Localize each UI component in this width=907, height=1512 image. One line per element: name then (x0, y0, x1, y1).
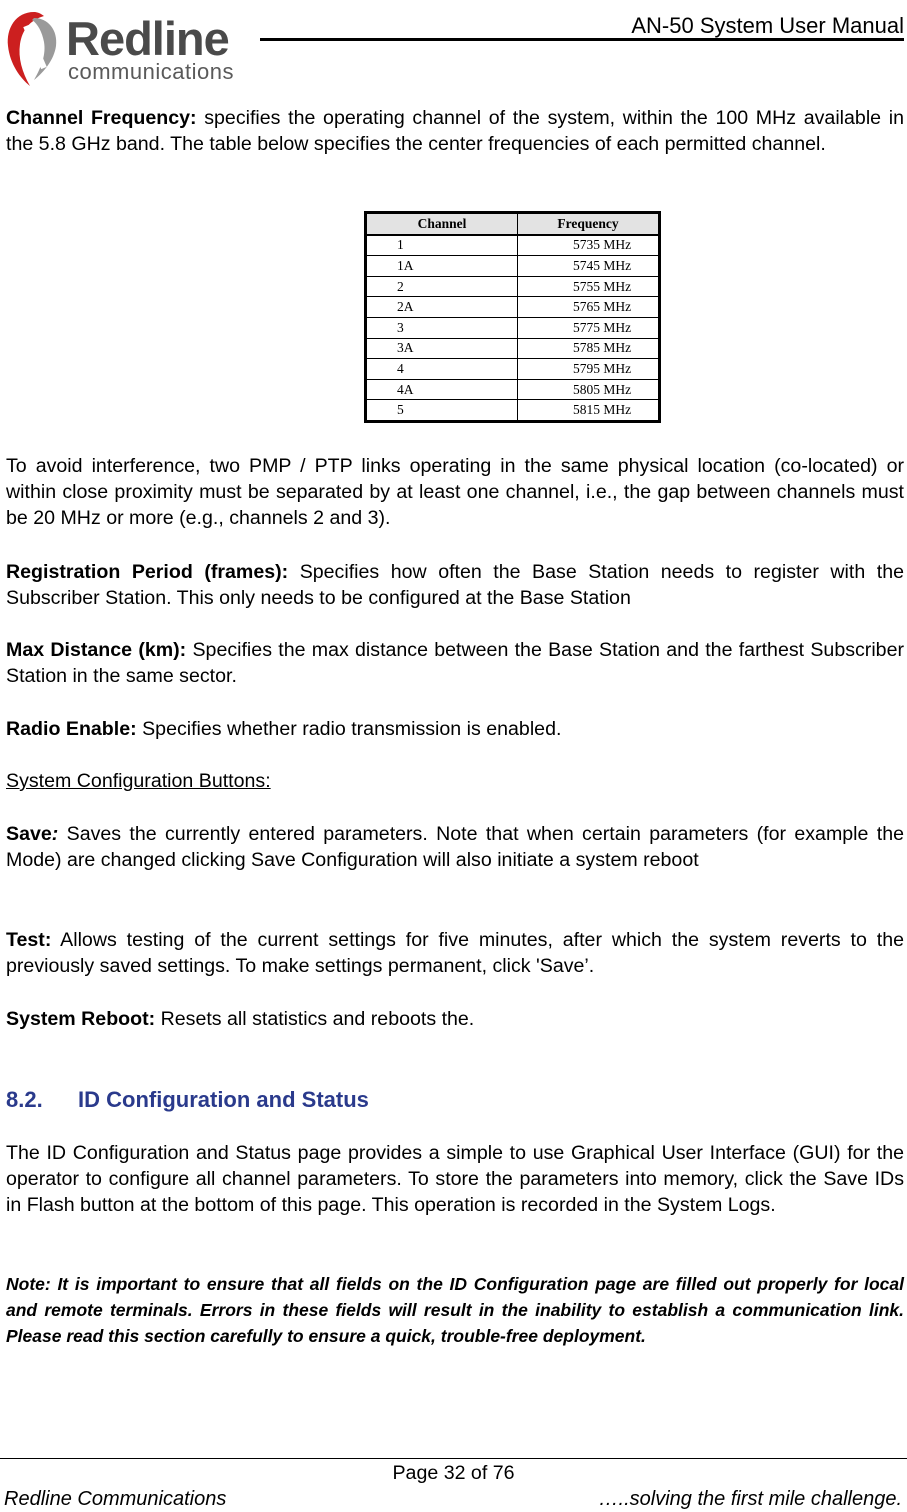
channel-cell: 4A (366, 379, 518, 400)
footer-tagline: …..solving the first mile challenge. (598, 1488, 902, 1510)
frequency-cell: 5785 MHz (518, 338, 660, 359)
term-channel-frequency: Channel Frequency: (6, 107, 197, 129)
section-heading (6, 1086, 369, 1114)
column-header-channel: Channel (366, 213, 518, 235)
channel-cell: 1A (366, 256, 518, 277)
redline-swoosh-icon (4, 8, 64, 88)
page-number: Page 32 of 76 (392, 1462, 515, 1484)
logo-subtitle: communications (68, 59, 234, 84)
paragraph-system-reboot (6, 1006, 904, 1032)
section-title: ID Configuration and Status (78, 1087, 369, 1112)
table-row (366, 297, 660, 318)
table-row (366, 276, 660, 297)
frequency-cell: 5815 MHz (518, 400, 660, 422)
table-row (366, 400, 660, 422)
desc-registration-period: Specifies how often the Base Station needs to register with the Subscriber Station. This only needs to be configured at the Base Station (6, 561, 904, 609)
paragraph-radio-enable (6, 716, 904, 742)
header-rule (260, 38, 904, 41)
paragraph-max-distance (6, 637, 904, 689)
frequency-cell: 5805 MHz (518, 379, 660, 400)
frequency-cell: 5745 MHz (518, 256, 660, 277)
footer-rule (0, 1458, 907, 1459)
paragraph-interference: To avoid interference, two PMP / PTP links operating in the same physical location (co-located) or within close proximity must be separated by at least one channel, i.e., the gap between channels must be 20 MHz or more (e.g., channels 2 and 3). (6, 455, 904, 529)
logo-wordmark: Redline (66, 12, 229, 65)
footer-company: Redline Communications (4, 1488, 227, 1510)
section-number: 8.2. (6, 1087, 43, 1112)
table-row (366, 256, 660, 277)
manual-title: AN-50 System User Manual (631, 13, 904, 38)
table-row (366, 359, 660, 380)
paragraph-save (6, 821, 904, 873)
table-row (366, 379, 660, 400)
term-max-distance: Max Distance (km): (6, 639, 187, 661)
frequency-cell: 5735 MHz (518, 235, 660, 256)
term-save-colon: : (51, 823, 59, 845)
channel-cell: 5 (366, 400, 518, 422)
table-header-row (366, 213, 660, 235)
term-registration-period: Registration Period (frames): (6, 561, 289, 583)
term-save: Save (6, 823, 52, 845)
table-row (366, 317, 660, 338)
redline-logo (4, 8, 254, 88)
frequency-cell: 5775 MHz (518, 317, 660, 338)
buttons-heading: System Configuration Buttons: (6, 770, 271, 792)
term-system-reboot: System Reboot: (6, 1008, 156, 1030)
channel-cell: 4 (366, 359, 518, 380)
desc-test: Allows testing of the current settings for five minutes, after which the system reverts to the previously saved settings. To make settings permanent, click 'Save’. (6, 929, 904, 977)
frequency-cell: 5755 MHz (518, 276, 660, 297)
paragraph-registration-period (6, 559, 904, 611)
channel-cell: 1 (366, 235, 518, 256)
term-test: Test: (6, 929, 52, 951)
table-row (366, 338, 660, 359)
paragraph-id-configuration: The ID Configuration and Status page provides a simple to use Graphical User Interface (GUI) for the operator to configure all channel parameters. To store the parameters into memory, click the Save IDs in Flash button at the bottom of this page. This operation is recorded in the System Logs. (6, 1142, 904, 1216)
paragraph-channel-frequency (6, 105, 904, 157)
note-paragraph: Note: It is important to ensure that all fields on the ID Configuration page are filled out properly for local and remote terminals. Errors in these fields will result in the inability to establish a communication link. Please read this section carefully to ensure a quick, trouble-free deployment. (6, 1274, 904, 1346)
desc-system-reboot: Resets all statistics and reboots the. (155, 1008, 475, 1030)
channel-cell: 3A (366, 338, 518, 359)
desc-max-distance: Specifies the max distance between the Base Station and the farthest Subscriber Station in the same sector. (6, 639, 905, 687)
desc-save: Saves the currently entered parameters. Note that when certain parameters (for example the Mode) are changed clicking Save Configuration will also initiate a system reboot (6, 823, 904, 871)
desc-radio-enable: Specifies whether radio transmission is enabled. (136, 718, 562, 740)
term-radio-enable: Radio Enable: (6, 718, 137, 740)
table-row (366, 235, 660, 256)
frequency-cell: 5795 MHz (518, 359, 660, 380)
channel-cell: 2A (366, 297, 518, 318)
frequency-cell: 5765 MHz (518, 297, 660, 318)
channel-frequency-table (364, 211, 661, 423)
channel-cell: 3 (366, 317, 518, 338)
column-header-frequency: Frequency (518, 213, 660, 235)
channel-cell: 2 (366, 276, 518, 297)
paragraph-test (6, 927, 904, 979)
desc-channel-frequency: specifies the operating channel of the system, within the 100 MHz available in the 5.8 GHz band. The table below specifies the center frequencies of each permitted channel. (6, 107, 904, 155)
